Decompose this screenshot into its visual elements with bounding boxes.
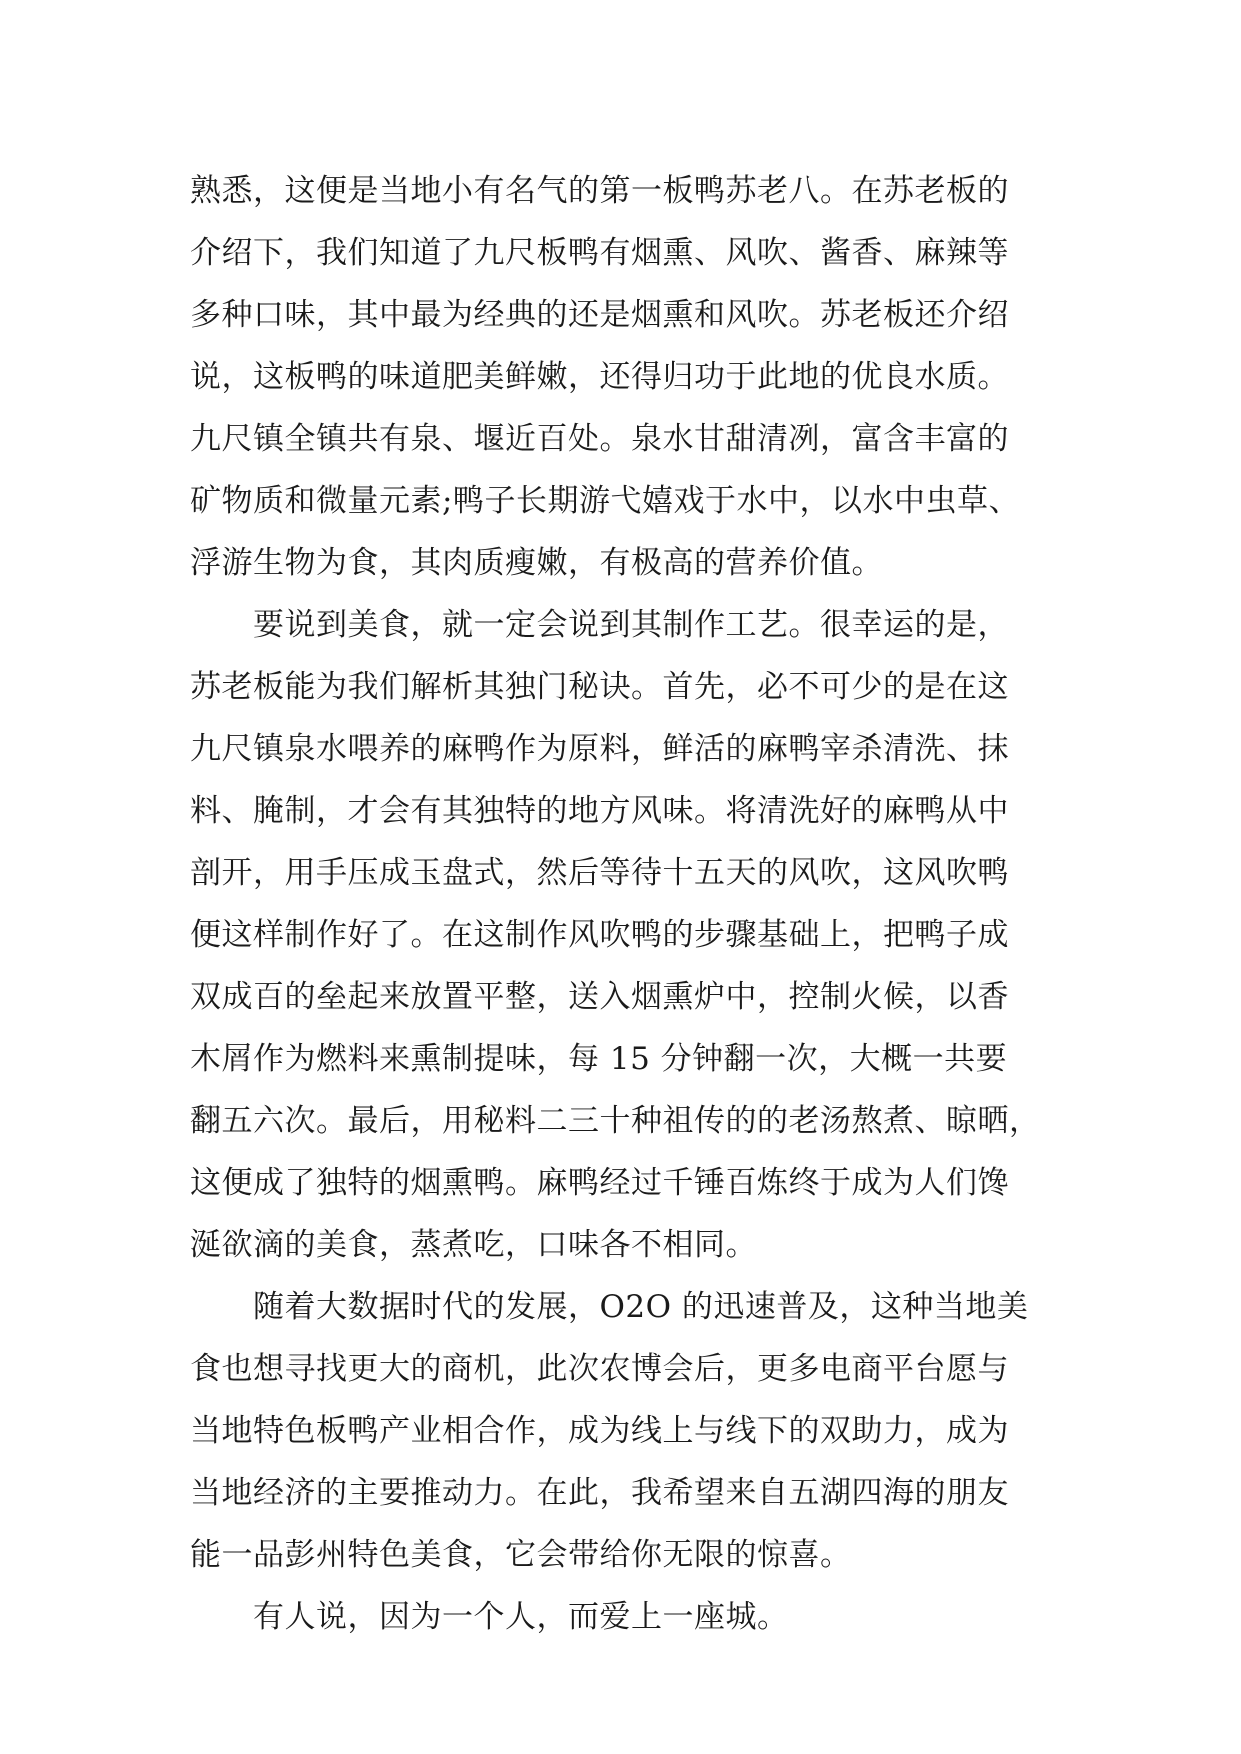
text-line: 能一品彭州特色美食，它会带给你无限的惊喜。 <box>190 1537 852 1573</box>
text-line: 九尺镇全镇共有泉、堰近百处。泉水甘甜清冽，富含丰富的 <box>190 421 1009 457</box>
text-line: 料、腌制，才会有其独特的地方风味。将清洗好的麻鸭从中 <box>190 793 1009 829</box>
text-line: 熟悉，这便是当地小有名气的第一板鸭苏老八。在苏老板的 <box>190 173 1009 209</box>
text-line: 便这样制作好了。在这制作风吹鸭的步骤基础上，把鸭子成 <box>190 917 1009 953</box>
text-line: 矿物质和微量元素;鸭子长期游弋嬉戏于水中，以水中虫草、 <box>190 483 1020 519</box>
text-line: 当地经济的主要推动力。在此，我希望来自五湖四海的朋友 <box>190 1475 1009 1511</box>
text-line: 要说到美食，就一定会说到其制作工艺。很幸运的是， <box>190 607 1009 643</box>
text-line: 双成百的垒起来放置平整，送入烟熏炉中，控制火候，以香 <box>190 979 1009 1015</box>
text-line: 说，这板鸭的味道肥美鲜嫩，还得归功于此地的优良水质。 <box>190 359 1009 395</box>
text-line: 有人说，因为一个人，而爱上一座城。 <box>190 1599 789 1635</box>
text-line: 九尺镇泉水喂养的麻鸭作为原料，鲜活的麻鸭宰杀清洗、抹 <box>190 731 1009 767</box>
text-line: 随着大数据时代的发展，O2O 的迅速普及，这种当地美 <box>190 1289 1029 1325</box>
text-line: 食也想寻找更大的商机，此次农博会后，更多电商平台愿与 <box>190 1351 1009 1387</box>
text-line: 浮游生物为食，其肉质瘦嫩，有极高的营养价值。 <box>190 545 883 581</box>
text-line: 多种口味，其中最为经典的还是烟熏和风吹。苏老板还介绍 <box>190 297 1009 333</box>
text-line: 涎欲滴的美食，蒸煮吃，口味各不相同。 <box>190 1227 757 1263</box>
text-line: 剖开，用手压成玉盘式，然后等待十五天的风吹，这风吹鸭 <box>190 855 1009 891</box>
article-body <box>190 160 1050 1648</box>
text-line: 翻五六次。最后，用秘料二三十种祖传的的老汤熬煮、晾晒， <box>190 1103 1041 1139</box>
text-line: 介绍下，我们知道了九尺板鸭有烟熏、风吹、酱香、麻辣等 <box>190 235 1009 271</box>
text-line: 木屑作为燃料来熏制提味，每 15 分钟翻一次，大概一共要 <box>190 1041 1008 1077</box>
text-line: 这便成了独特的烟熏鸭。麻鸭经过千锤百炼终于成为人们馋 <box>190 1165 1009 1201</box>
text-line: 苏老板能为我们解析其独门秘诀。首先，必不可少的是在这 <box>190 669 1009 705</box>
text-line: 当地特色板鸭产业相合作，成为线上与线下的双助力，成为 <box>190 1413 1009 1449</box>
